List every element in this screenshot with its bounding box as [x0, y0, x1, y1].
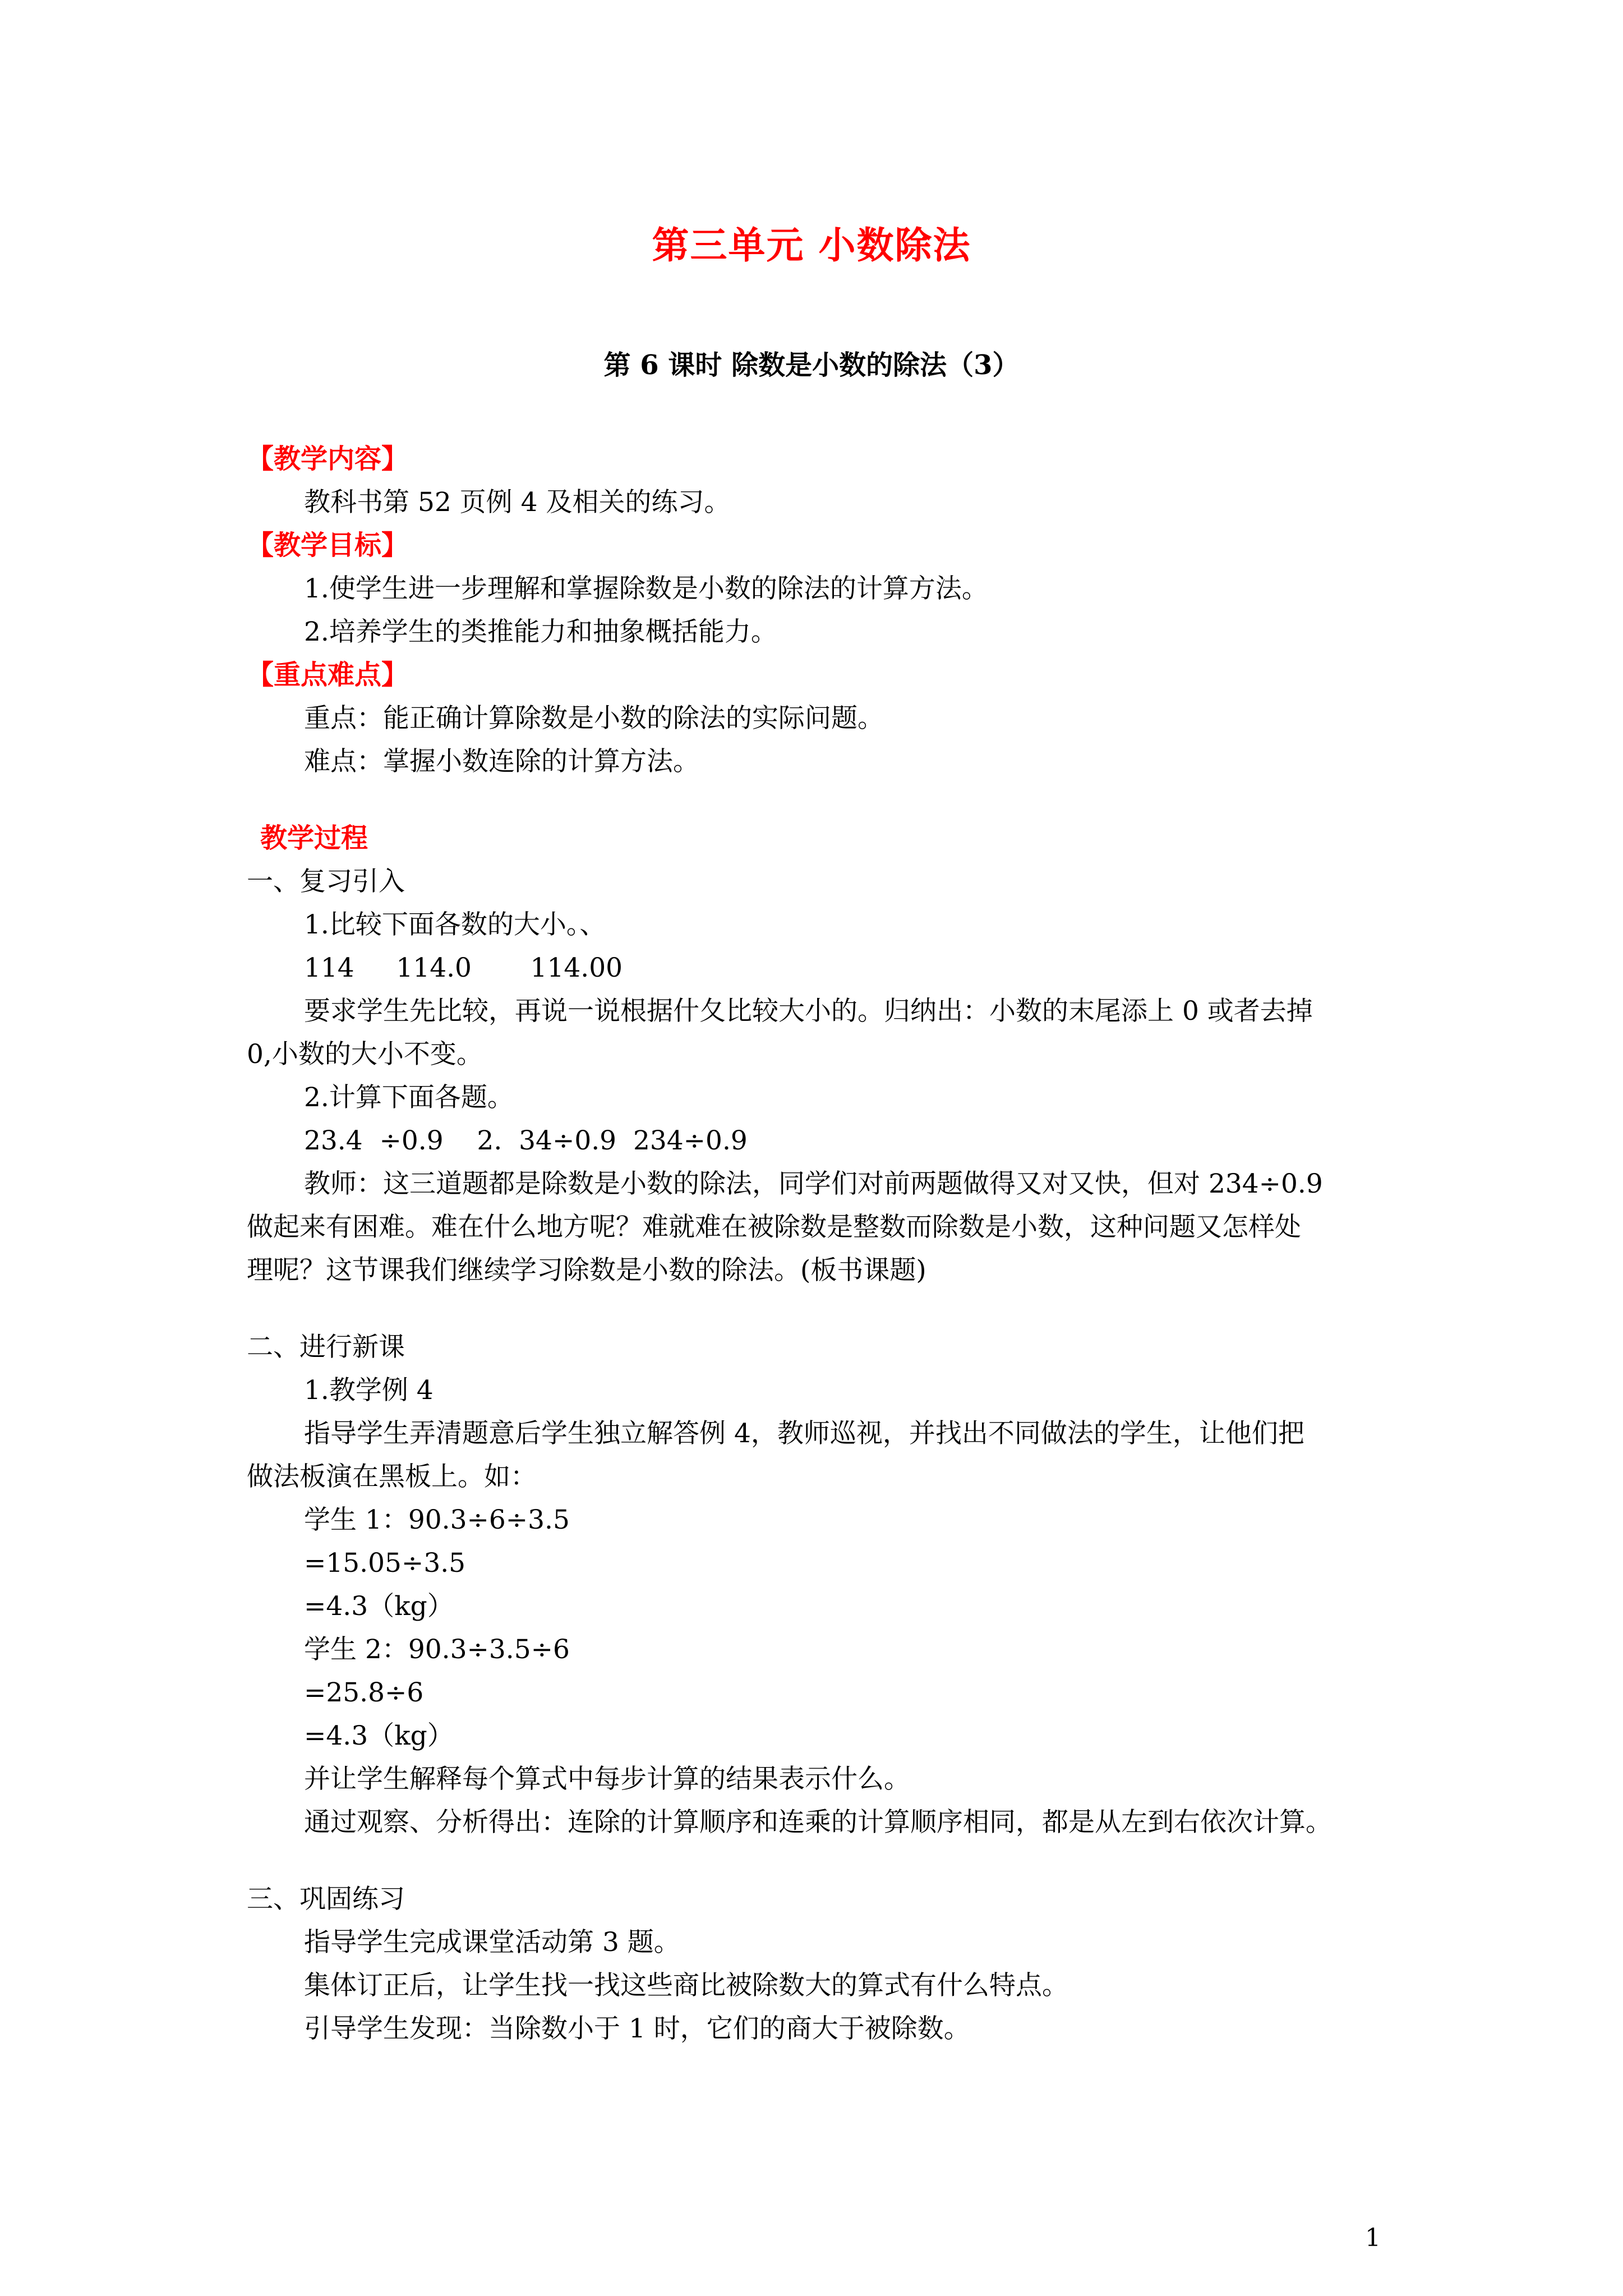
page-number: 1	[1365, 2224, 1381, 2252]
key-point: 重点：能正确计算除数是小数的除法的实际问题。	[304, 703, 884, 734]
paragraph: 0,小数的大小不变。	[247, 1039, 483, 1070]
paragraph: 引导学生发现：当除数小于 1 时，它们的商大于被除数。	[304, 2013, 970, 2044]
paragraph: =4.3（kg）	[304, 1591, 454, 1622]
paragraph: 23.4 ÷0.9 2. 34÷0.9 234÷0.9	[304, 1125, 748, 1156]
paragraph: =4.3（kg）	[304, 1720, 454, 1751]
lesson-subtitle: 第 6 课时 除数是小数的除法（3）	[603, 349, 1020, 381]
paragraph: =15.05÷3.5	[304, 1548, 466, 1579]
paragraph: 集体订正后，让学生找一找这些商比被除数大的算式有什么特点。	[304, 1970, 1068, 2001]
section-heading-process: 教学过程	[260, 822, 368, 854]
paragraph: 学生 2：90.3÷3.5÷6	[304, 1634, 570, 1665]
key-point: 难点：掌握小数连除的计算方法。	[304, 746, 699, 777]
paragraph: 要求学生先比较，再说一说根据什夂比较大小的。归纳出：小数的末尾添上 0 或者去掉	[304, 996, 1313, 1027]
part-title: 二、进行新课	[247, 1332, 405, 1363]
paragraph: 114 114.0 114.00	[304, 953, 623, 983]
document-body	[247, 438, 1430, 2050]
paragraph: 1.比较下面各数的大小。、	[304, 909, 606, 940]
paragraph: 教师：这三道题都是除数是小数的除法，同学们对前两题做得又对又快，但对 234÷0.9	[304, 1168, 1323, 1199]
section-heading-key-points: 【重点难点】	[247, 659, 409, 691]
paragraph: 并让学生解释每个算式中每步计算的结果表示什么。	[304, 1764, 910, 1795]
paragraph: 指导学生弄清题意后学生独立解答例 4，教师巡视，并找出不同做法的学生，让他们把	[304, 1418, 1304, 1449]
part-title: 一、复习引入	[247, 866, 405, 897]
paragraph: 理呢？这节课我们继续学习除数是小数的除法。(板书课题)	[247, 1255, 926, 1286]
paragraph: 2.计算下面各题。	[304, 1082, 514, 1113]
unit-title: 第三单元 小数除法	[652, 223, 971, 267]
goal-item: 1.使学生进一步理解和掌握除数是小数的除法的计算方法。	[304, 573, 988, 604]
paragraph: 通过观察、分析得出：连除的计算顺序和连乘的计算顺序相同，都是从左到右依次计算。	[304, 1807, 1332, 1838]
paragraph: 做起来有困难。难在什么地方呢？难就难在被除数是整数而除数是小数，这种问题又怎样处	[247, 1212, 1301, 1243]
paragraph: 1.教学例 4	[304, 1375, 434, 1406]
goal-item: 2.培养学生的类推能力和抽象概括能力。	[304, 616, 777, 647]
content-text: 教科书第 52 页例 4 及相关的练习。	[304, 487, 731, 518]
part-title: 三、巩固练习	[247, 1884, 405, 1915]
paragraph: 学生 1：90.3÷6÷3.5	[304, 1504, 570, 1535]
spacer	[247, 1292, 1430, 1326]
paragraph: =25.8÷6	[304, 1677, 424, 1708]
spacer	[247, 1844, 1430, 1878]
paragraph: 指导学生完成课堂活动第 3 题。	[304, 1927, 680, 1958]
section-heading-content: 【教学内容】	[247, 443, 409, 475]
paragraph: 做法板演在黑板上。如：	[247, 1461, 537, 1492]
section-heading-goal: 【教学目标】	[247, 530, 409, 561]
spacer	[247, 783, 1430, 817]
